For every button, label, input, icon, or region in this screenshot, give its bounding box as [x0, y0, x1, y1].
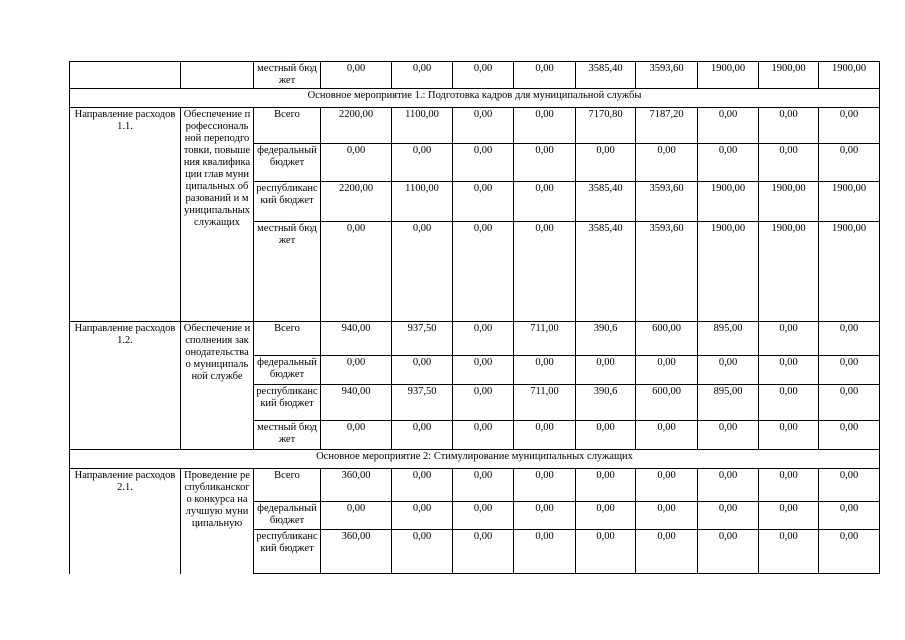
value-cell: 0,00	[698, 469, 759, 502]
value-cell: 1900,00	[819, 222, 880, 322]
funding-source-cell: местный бюджет	[254, 222, 321, 322]
value-cell: 0,00	[321, 144, 392, 182]
value-cell: 0,00	[698, 421, 759, 450]
value-cell: 711,00	[514, 385, 576, 421]
section-title: Основное мероприятие 1.: Подготовка кадров для муниципальной службы	[70, 89, 880, 108]
value-cell: 3593,60	[636, 62, 698, 89]
direction-cell: Направление расходов 1.2.	[70, 322, 181, 450]
value-cell: 0,00	[759, 385, 819, 421]
value-cell: 3585,40	[576, 182, 636, 222]
funding-source-cell: федеральный бюджет	[254, 144, 321, 182]
value-cell: 0,00	[576, 530, 636, 574]
value-cell: 1100,00	[392, 182, 453, 222]
value-cell: 0,00	[514, 144, 576, 182]
funding-source-cell: республиканский бюджет	[254, 530, 321, 574]
funding-source-cell: республиканский бюджет	[254, 385, 321, 421]
value-cell: 0,00	[698, 356, 759, 385]
value-cell: 0,00	[453, 62, 514, 89]
value-cell: 0,00	[321, 62, 392, 89]
funding-source-cell: местный бюджет	[254, 421, 321, 450]
table-row	[70, 108, 880, 144]
value-cell: 0,00	[453, 108, 514, 144]
value-cell: 0,00	[453, 144, 514, 182]
value-cell: 360,00	[321, 530, 392, 574]
value-cell: 0,00	[636, 356, 698, 385]
value-cell: 0,00	[321, 421, 392, 450]
funding-source-cell: республиканский бюджет	[254, 182, 321, 222]
value-cell: 0,00	[636, 469, 698, 502]
value-cell: 1900,00	[698, 182, 759, 222]
value-cell: 0,00	[392, 356, 453, 385]
section-header-row	[70, 89, 880, 108]
value-cell: 1900,00	[698, 62, 759, 89]
table-row	[70, 469, 880, 502]
value-cell: 600,00	[636, 385, 698, 421]
value-cell: 0,00	[576, 421, 636, 450]
value-cell: 3593,60	[636, 222, 698, 322]
value-cell: 0,00	[759, 144, 819, 182]
value-cell: 0,00	[321, 502, 392, 530]
value-cell: 2200,00	[321, 182, 392, 222]
section-header-row	[70, 450, 880, 469]
description-cell	[181, 62, 254, 89]
value-cell: 3593,60	[636, 182, 698, 222]
value-cell: 0,00	[453, 530, 514, 574]
budget-table	[69, 61, 880, 574]
value-cell: 0,00	[392, 469, 453, 502]
value-cell: 1900,00	[819, 182, 880, 222]
table-row	[70, 322, 880, 356]
value-cell: 1900,00	[698, 222, 759, 322]
value-cell: 0,00	[453, 469, 514, 502]
direction-cell	[70, 62, 181, 89]
funding-source-cell: местный бюджет	[254, 62, 321, 89]
value-cell: 0,00	[759, 530, 819, 574]
value-cell: 0,00	[392, 421, 453, 450]
value-cell: 0,00	[819, 469, 880, 502]
value-cell: 7170,80	[576, 108, 636, 144]
funding-source-cell: федеральный бюджет	[254, 502, 321, 530]
value-cell: 0,00	[514, 222, 576, 322]
funding-source-cell: Всего	[254, 322, 321, 356]
value-cell: 0,00	[453, 421, 514, 450]
value-cell: 0,00	[576, 469, 636, 502]
value-cell: 0,00	[819, 421, 880, 450]
section-title: Основное мероприятие 2: Стимулирование муниципальных служащих	[70, 450, 880, 469]
funding-source-cell: Всего	[254, 108, 321, 144]
value-cell: 2200,00	[321, 108, 392, 144]
table-row	[70, 62, 880, 89]
value-cell: 0,00	[819, 144, 880, 182]
value-cell: 0,00	[819, 530, 880, 574]
value-cell: 0,00	[392, 62, 453, 89]
value-cell: 0,00	[759, 469, 819, 502]
value-cell: 600,00	[636, 322, 698, 356]
value-cell: 937,50	[392, 322, 453, 356]
value-cell: 1900,00	[759, 182, 819, 222]
value-cell: 390,6	[576, 385, 636, 421]
description-cell: Обеспечение профессиональной переподготовки, повышения квалификации глав муниципальных образований и муниципальных служащих	[181, 108, 254, 322]
value-cell: 0,00	[759, 502, 819, 530]
value-cell: 0,00	[759, 322, 819, 356]
value-cell: 0,00	[453, 182, 514, 222]
value-cell: 0,00	[819, 322, 880, 356]
value-cell: 937,50	[392, 385, 453, 421]
value-cell: 0,00	[453, 222, 514, 322]
value-cell: 0,00	[453, 356, 514, 385]
direction-cell: Направление расходов 1.1.	[70, 108, 181, 322]
description-cell: Обеспечение исполнения законодательства о муниципальной службе	[181, 322, 254, 450]
value-cell: 0,00	[636, 530, 698, 574]
value-cell: 0,00	[514, 469, 576, 502]
value-cell: 0,00	[392, 530, 453, 574]
value-cell: 0,00	[514, 182, 576, 222]
value-cell: 1100,00	[392, 108, 453, 144]
table-body	[70, 62, 880, 574]
value-cell: 0,00	[698, 530, 759, 574]
value-cell: 390,6	[576, 322, 636, 356]
value-cell: 1900,00	[819, 62, 880, 89]
value-cell: 0,00	[759, 356, 819, 385]
value-cell: 0,00	[636, 502, 698, 530]
value-cell: 1900,00	[759, 222, 819, 322]
funding-source-cell: Всего	[254, 469, 321, 502]
value-cell: 1900,00	[759, 62, 819, 89]
funding-source-cell: федеральный бюджет	[254, 356, 321, 385]
value-cell: 0,00	[392, 502, 453, 530]
value-cell: 0,00	[321, 356, 392, 385]
value-cell: 0,00	[698, 144, 759, 182]
direction-cell: Направление расходов 2.1.	[70, 469, 181, 574]
value-cell: 0,00	[514, 421, 576, 450]
value-cell: 711,00	[514, 322, 576, 356]
value-cell: 895,00	[698, 322, 759, 356]
value-cell: 0,00	[576, 356, 636, 385]
value-cell: 360,00	[321, 469, 392, 502]
value-cell: 0,00	[759, 108, 819, 144]
value-cell: 0,00	[392, 144, 453, 182]
value-cell: 0,00	[819, 385, 880, 421]
description-cell: Проведение республиканского конкурса на лучшую муниципальную	[181, 469, 254, 574]
value-cell: 940,00	[321, 322, 392, 356]
value-cell: 3585,40	[576, 222, 636, 322]
value-cell: 0,00	[514, 356, 576, 385]
value-cell: 0,00	[514, 62, 576, 89]
value-cell: 895,00	[698, 385, 759, 421]
value-cell: 0,00	[514, 502, 576, 530]
value-cell: 3585,40	[576, 62, 636, 89]
value-cell: 0,00	[636, 421, 698, 450]
value-cell: 0,00	[453, 502, 514, 530]
value-cell: 0,00	[759, 421, 819, 450]
value-cell: 0,00	[819, 108, 880, 144]
value-cell: 0,00	[698, 502, 759, 530]
value-cell: 0,00	[698, 108, 759, 144]
value-cell: 0,00	[514, 108, 576, 144]
value-cell: 0,00	[453, 322, 514, 356]
value-cell: 7187,20	[636, 108, 698, 144]
value-cell: 0,00	[819, 356, 880, 385]
value-cell: 0,00	[636, 144, 698, 182]
value-cell: 0,00	[576, 144, 636, 182]
value-cell: 0,00	[392, 222, 453, 322]
value-cell: 0,00	[453, 385, 514, 421]
value-cell: 940,00	[321, 385, 392, 421]
value-cell: 0,00	[819, 502, 880, 530]
value-cell: 0,00	[576, 502, 636, 530]
value-cell: 0,00	[514, 530, 576, 574]
value-cell: 0,00	[321, 222, 392, 322]
